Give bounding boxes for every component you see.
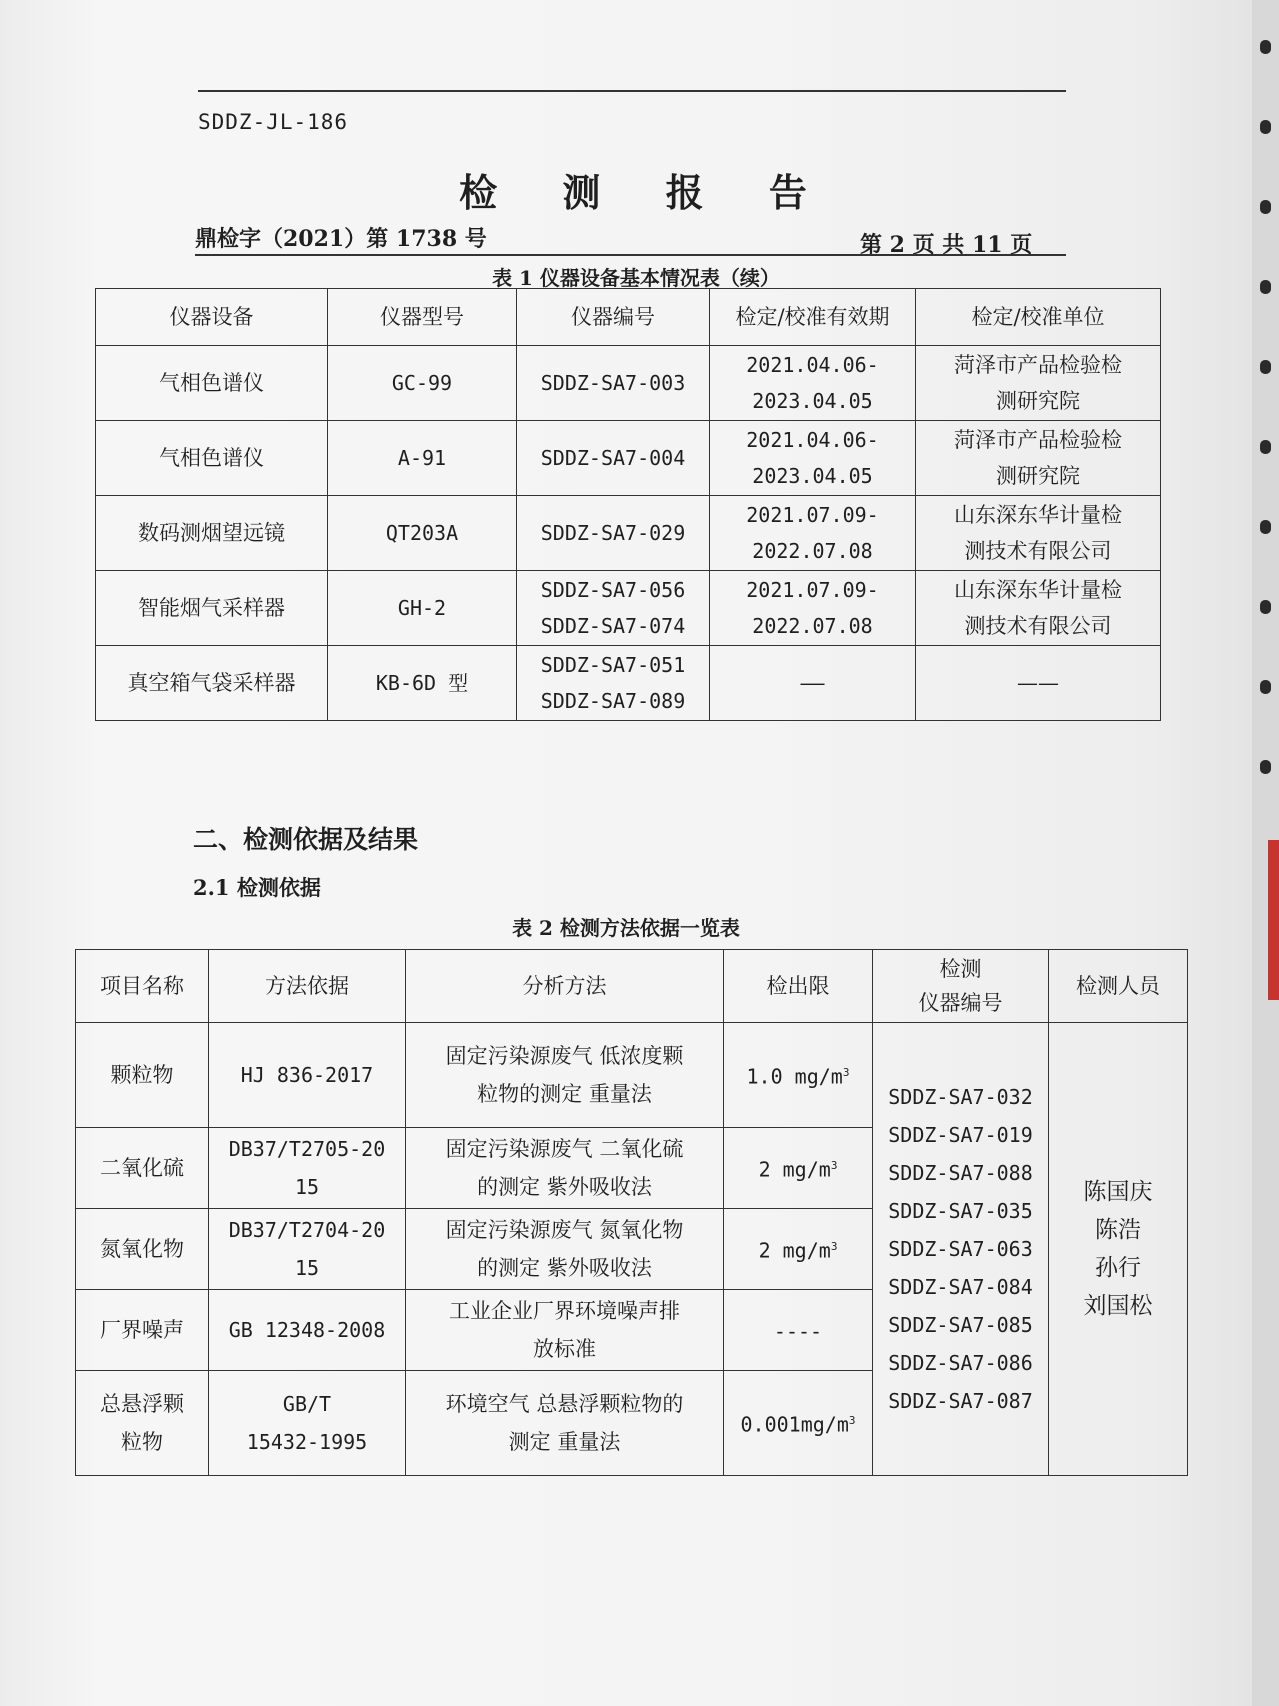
- binder-hole: [1260, 440, 1271, 454]
- column-header: 检出限: [724, 950, 873, 1023]
- table-row: [96, 496, 1161, 571]
- validity-period: 2021.04.06- 2023.04.05: [710, 421, 916, 496]
- column-header: 仪器编号: [517, 289, 710, 346]
- binder-hole: [1260, 360, 1271, 374]
- method-basis: GB/T 15432-1995: [209, 1371, 406, 1476]
- item-name: 二氧化硫: [76, 1128, 209, 1209]
- table2-caption: 表 2 检测方法依据一览表: [512, 916, 740, 940]
- validity-period: 2021.07.09- 2022.07.08: [710, 496, 916, 571]
- equipment-model: KB-6D 型: [328, 646, 517, 721]
- analysis-method: 工业企业厂界环境噪声排 放标准: [406, 1290, 724, 1371]
- equipment-id: SDDZ-SA7-056 SDDZ-SA7-074: [517, 571, 710, 646]
- column-header: 仪器型号: [328, 289, 517, 346]
- equipment-id: SDDZ-SA7-004: [517, 421, 710, 496]
- item-name: 氮氧化物: [76, 1209, 209, 1290]
- equipment-id: SDDZ-SA7-029: [517, 496, 710, 571]
- red-tab: [1268, 840, 1279, 1000]
- instrument-list: SDDZ-SA7-032 SDDZ-SA7-019 SDDZ-SA7-088 SDDZ-SA7-035 SDDZ-SA7-063 SDDZ-SA7-084 SDDZ-SA7-085 SDDZ-SA7-086 SDDZ-SA7-087: [873, 1023, 1049, 1476]
- column-header: 项目名称: [76, 950, 209, 1023]
- table-row: [96, 421, 1161, 496]
- validity-period: 2021.07.09- 2022.07.08: [710, 571, 916, 646]
- equipment-model: A-91: [328, 421, 517, 496]
- section-title: 二、检测依据及结果: [193, 825, 419, 854]
- analysis-method: 固定污染源废气 氮氧化物 的测定 紫外吸收法: [406, 1209, 724, 1290]
- column-header: 分析方法: [406, 950, 724, 1023]
- method-table: [75, 949, 1188, 1476]
- calibration-unit: 山东深东华计量检 测技术有限公司: [916, 571, 1161, 646]
- item-name: 厂界噪声: [76, 1290, 209, 1371]
- detection-limit: 2 $mg/m^3$: [724, 1128, 873, 1209]
- document-code: SDDZ-JL-186: [198, 110, 349, 134]
- validity-period: ——: [710, 646, 916, 721]
- method-basis: DB37/T2704-20 15: [209, 1209, 406, 1290]
- equipment-model: GH-2: [328, 571, 517, 646]
- table-row: [96, 571, 1161, 646]
- method-basis: HJ 836-2017: [209, 1023, 406, 1128]
- item-name: 颗粒物: [76, 1023, 209, 1128]
- method-basis: GB 12348-2008: [209, 1290, 406, 1371]
- column-header: 检测人员: [1049, 950, 1188, 1023]
- document-number: 鼎检字（2021）第 1738 号: [195, 226, 487, 252]
- column-header: 检测 仪器编号: [873, 950, 1049, 1023]
- binder-hole: [1260, 280, 1271, 294]
- report-title: 检 测 报 告: [459, 170, 833, 215]
- header-rule: [198, 90, 1066, 92]
- analysis-method: 固定污染源废气 二氧化硫 的测定 紫外吸收法: [406, 1128, 724, 1209]
- equipment-table: [95, 288, 1161, 721]
- table-header-row: [96, 289, 1161, 346]
- calibration-unit: 菏泽市产品检验检 测研究院: [916, 346, 1161, 421]
- column-header: 检定/校准有效期: [710, 289, 916, 346]
- binder-hole: [1260, 760, 1271, 774]
- binder-hole: [1260, 120, 1271, 134]
- binder-hole: [1260, 600, 1271, 614]
- equipment-id: SDDZ-SA7-003: [517, 346, 710, 421]
- calibration-unit: 山东深东华计量检 测技术有限公司: [916, 496, 1161, 571]
- table-row: [96, 346, 1161, 421]
- page-info: 第 2 页 共 11 页: [860, 232, 1033, 258]
- binder-hole: [1260, 200, 1271, 214]
- detection-limit: ----: [724, 1290, 873, 1371]
- detection-limit: 1.0 $mg/m^3$: [724, 1023, 873, 1128]
- calibration-unit: ——: [916, 646, 1161, 721]
- equipment-id: SDDZ-SA7-051 SDDZ-SA7-089: [517, 646, 710, 721]
- calibration-unit: 菏泽市产品检验检 测研究院: [916, 421, 1161, 496]
- analysis-method: 环境空气 总悬浮颗粒物的 测定 重量法: [406, 1371, 724, 1476]
- staff-list: 陈国庆 陈浩 孙行 刘国松: [1049, 1023, 1188, 1476]
- column-header: 检定/校准单位: [916, 289, 1161, 346]
- detection-limit: 2 $mg/m^3$: [724, 1209, 873, 1290]
- method-basis: DB37/T2705-20 15: [209, 1128, 406, 1209]
- detection-limit: $0.001mg/m^3$: [724, 1371, 873, 1476]
- column-header: 方法依据: [209, 950, 406, 1023]
- binder-hole: [1260, 520, 1271, 534]
- header-rule-bottom: [195, 254, 1066, 256]
- binder-hole: [1260, 680, 1271, 694]
- subsection-title: 2.1 检测依据: [193, 875, 321, 900]
- table-row: [76, 1023, 1188, 1128]
- table-row: [96, 646, 1161, 721]
- item-name: 总悬浮颗 粒物: [76, 1371, 209, 1476]
- equipment-name: 智能烟气采样器: [96, 571, 328, 646]
- equipment-name: 真空箱气袋采样器: [96, 646, 328, 721]
- equipment-name: 气相色谱仪: [96, 421, 328, 496]
- binder-hole: [1260, 40, 1271, 54]
- equipment-model: GC-99: [328, 346, 517, 421]
- equipment-name: 数码测烟望远镜: [96, 496, 328, 571]
- analysis-method: 固定污染源废气 低浓度颗 粒物的测定 重量法: [406, 1023, 724, 1128]
- equipment-name: 气相色谱仪: [96, 346, 328, 421]
- validity-period: 2021.04.06- 2023.04.05: [710, 346, 916, 421]
- table-header-row: [76, 950, 1188, 1023]
- table1-caption: 表 1 仪器设备基本情况表（续）: [492, 266, 780, 290]
- equipment-model: QT203A: [328, 496, 517, 571]
- column-header: 仪器设备: [96, 289, 328, 346]
